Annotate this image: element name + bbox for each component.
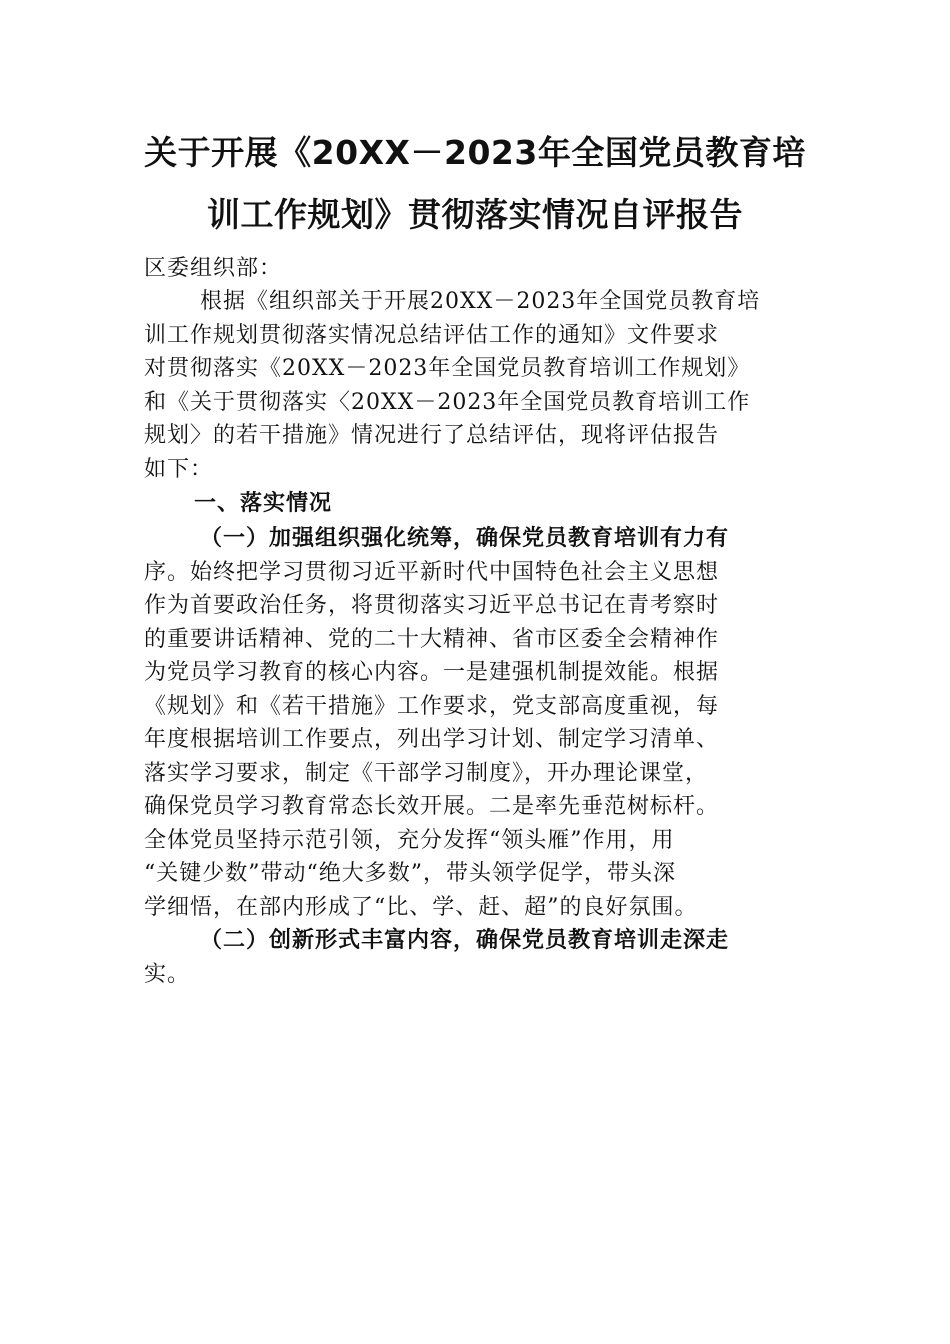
addressee: 区委组织部： xyxy=(144,256,283,281)
paragraph-line: “关键少数”带动“绝大多数”，带头领学促学，带头深 xyxy=(144,861,676,886)
subsection-lead: （一）加强组织强化统筹，确保党员教育培训有力有 xyxy=(200,525,730,551)
paragraph-line: 和《关于贯彻落实〈20XX－2023年全国党员教育培训工作 xyxy=(144,389,751,415)
subsection-1-paragraph xyxy=(144,522,806,924)
paragraph-line: 确保党员学习教育常态长效开展。二是率先垂范树标杆。 xyxy=(144,794,720,819)
paragraph-line: 对贯彻落实《20XX－2023年全国党员教育培训工作规划》 xyxy=(144,356,751,381)
paragraph-line: 落实学习要求，制定《干部学习制度》，开办理论课堂， xyxy=(144,760,709,786)
title-line: 关于开展《20XX－2023年全国党员教育培 xyxy=(144,133,806,172)
paragraph-line: 规划〉的若干措施》情况进行了总结评估，现将评估报告 xyxy=(144,423,720,448)
subsection-2-paragraph xyxy=(144,924,806,991)
paragraph-line: 学细悟，在部内形成了“比、学、赶、超”的良好氛围。 xyxy=(144,894,698,920)
subsection-lead: （二）创新形式丰富内容，确保党员教育培训走深走 xyxy=(200,927,730,953)
paragraph-line: 实。 xyxy=(144,961,191,987)
title-line: 训工作规划》贯彻落实情况自评报告 xyxy=(207,195,743,234)
paragraph-line: 根据《组织部关于开展20XX－2023年全国党员教育培 xyxy=(200,289,761,314)
paragraph-line: 《规划》和《若干措施》工作要求，党支部高度重视，每 xyxy=(144,693,720,719)
paragraph-line: 为党员学习教育的核心内容。一是建强机制提效能。根据 xyxy=(144,660,720,685)
paragraph-line: 作为首要政治任务，将贯彻落实习近平总书记在青考察时 xyxy=(144,593,720,618)
paragraph-line: 序。始终把学习贯彻习近平新时代中国特色社会主义思想 xyxy=(144,559,720,585)
document-title xyxy=(144,122,806,246)
paragraph-line: 训工作规划贯彻落实情况总结评估工作的通知》文件要求 xyxy=(144,322,720,348)
section-heading: 一、落实情况 xyxy=(194,491,333,516)
paragraph-line: 如下： xyxy=(144,456,214,482)
paragraph-line: 全体党员坚持示范引领，充分发挥“领头雁”作用，用 xyxy=(144,827,675,853)
paragraph-line: 的重要讲话精神、党的二十大精神、省市区委全会精神作 xyxy=(144,626,720,652)
document-body xyxy=(144,122,806,991)
paragraph-line: 年度根据培训工作要点，列出学习计划、制定学习清单、 xyxy=(144,727,720,752)
intro-paragraph xyxy=(144,285,806,486)
